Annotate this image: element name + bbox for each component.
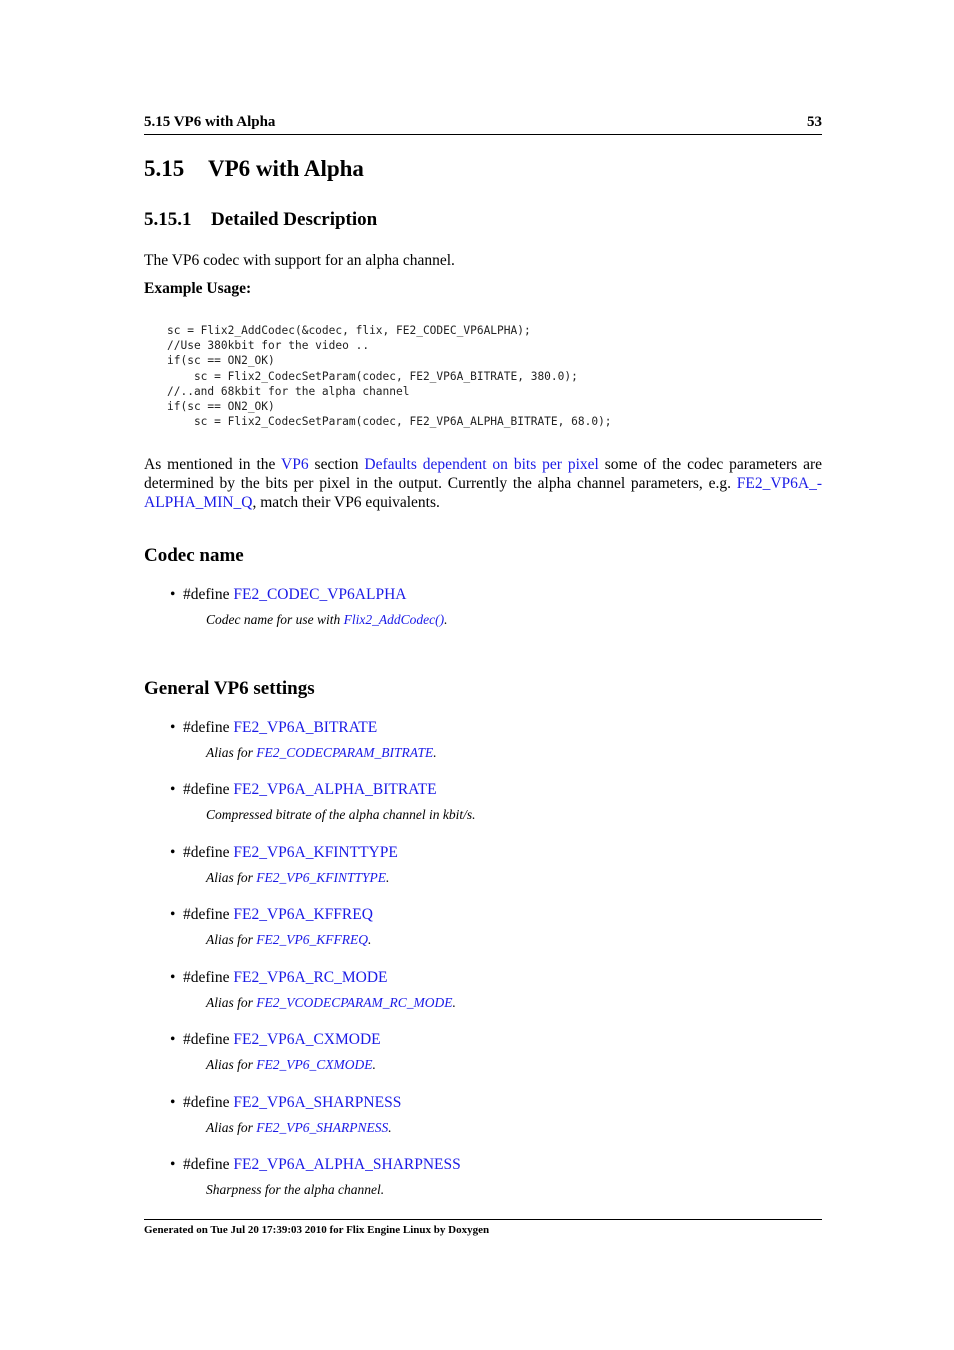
define-link[interactable]: FE2_VP6A_KFINTTYPE bbox=[233, 844, 398, 861]
section-title bbox=[144, 156, 364, 182]
define-link[interactable]: FE2_VP6A_BITRATE bbox=[233, 719, 378, 736]
subsection-number: 5.15.1 bbox=[144, 209, 192, 230]
mention-text-4: , match their VP6 equivalents. bbox=[252, 494, 440, 511]
codec-name-heading: Codec name bbox=[144, 545, 244, 566]
general-settings-heading: General VP6 settings bbox=[144, 678, 315, 699]
define-link[interactable]: FE2_CODEC_VP6ALPHA bbox=[233, 586, 407, 603]
define-description: Compressed bitrate of the alpha channel in kbit/s. bbox=[206, 807, 476, 822]
mention-paragraph bbox=[144, 455, 822, 512]
header-page-number: 53 bbox=[807, 114, 822, 130]
define-item: • #define FE2_VP6A_CXMODE bbox=[170, 1031, 381, 1048]
define-item: • #define FE2_CODEC_VP6ALPHA bbox=[170, 586, 407, 603]
define-link[interactable]: FE2_VP6A_KFFREQ bbox=[233, 906, 373, 923]
header-section-title: 5.15 VP6 with Alpha bbox=[144, 114, 276, 130]
subsection-title bbox=[144, 209, 377, 231]
define-item: • #define FE2_VP6A_ALPHA_BITRATE bbox=[170, 781, 437, 798]
define-link[interactable]: FE2_VP6A_CXMODE bbox=[233, 1031, 381, 1048]
subsection-title-text: Detailed Description bbox=[211, 209, 378, 230]
define-item: • #define FE2_VP6A_BITRATE bbox=[170, 719, 378, 736]
define-description: Alias for FE2_VCODECPARAM_RC_MODE. bbox=[206, 995, 456, 1010]
running-footer: Generated on Tue Jul 20 17:39:03 2010 for Flix Engine Linux by Doxygen bbox=[144, 1219, 822, 1236]
description-link[interactable]: FE2_VP6_KFFREQ bbox=[256, 932, 368, 947]
section-title-text: VP6 with Alpha bbox=[208, 156, 364, 181]
running-header bbox=[144, 114, 822, 135]
define-description: Codec name for use with Flix2_AddCodec(). bbox=[206, 612, 448, 627]
define-description: Sharpness for the alpha channel. bbox=[206, 1182, 385, 1197]
code-example: sc = Flix2_AddCodec(&codec, flix, FE2_CODEC_VP6ALPHA); //Use 380kbit for the video .. if(sc == ON2_OK) sc = Flix2_CodecSetParam(codec, FE2_VP6A_BITRATE, 380.0); //..and 68kbit for the alpha channel if(sc == ON2_OK) sc = Flix2_CodecSetParam(codec, FE2_VP6A_ALPHA_BITRATE, 68.0); bbox=[167, 324, 612, 429]
define-description: Alias for FE2_VP6_KFINTTYPE. bbox=[206, 870, 390, 885]
define-item: • #define FE2_VP6A_RC_MODE bbox=[170, 969, 388, 986]
alpha-min-q-link[interactable]: FE2_VP6A_-ALPHA_MIN_Q bbox=[144, 475, 822, 511]
description-link[interactable]: FE2_VP6_CXMODE bbox=[256, 1057, 373, 1072]
define-description: Alias for FE2_VP6_KFFREQ. bbox=[206, 932, 372, 947]
description-link[interactable]: Flix2_AddCodec() bbox=[343, 612, 445, 627]
example-usage-label: Example Usage: bbox=[144, 280, 252, 297]
define-link[interactable]: FE2_VP6A_SHARPNESS bbox=[233, 1094, 402, 1111]
define-item: • #define FE2_VP6A_SHARPNESS bbox=[170, 1094, 402, 1111]
define-link[interactable]: FE2_VP6A_ALPHA_BITRATE bbox=[233, 781, 437, 798]
mention-text-3: some of the codec parameters are determined by the bits per pixel in the output. Currently the alpha channel parameters, e.g. bbox=[144, 456, 822, 492]
define-item: • #define FE2_VP6A_KFINTTYPE bbox=[170, 844, 398, 861]
vp6-link[interactable]: VP6 bbox=[281, 456, 309, 473]
define-item: • #define FE2_VP6A_KFFREQ bbox=[170, 906, 373, 923]
defaults-bpp-link[interactable]: Defaults dependent on bits per pixel bbox=[364, 456, 599, 473]
description-link[interactable]: FE2_CODECPARAM_BITRATE bbox=[256, 745, 434, 760]
define-description: Alias for FE2_CODECPARAM_BITRATE. bbox=[206, 745, 437, 760]
define-link[interactable]: FE2_VP6A_ALPHA_SHARPNESS bbox=[233, 1156, 461, 1173]
define-item: • #define FE2_VP6A_ALPHA_SHARPNESS bbox=[170, 1156, 461, 1173]
mention-text-1: As mentioned in the bbox=[144, 456, 282, 473]
mention-text-2: section bbox=[308, 456, 365, 473]
define-description: Alias for FE2_VP6_CXMODE. bbox=[206, 1057, 376, 1072]
define-link[interactable]: FE2_VP6A_RC_MODE bbox=[233, 969, 388, 986]
section-number: 5.15 bbox=[144, 156, 185, 181]
define-description: Alias for FE2_VP6_SHARPNESS. bbox=[206, 1120, 392, 1135]
description-link[interactable]: FE2_VCODECPARAM_RC_MODE bbox=[256, 995, 453, 1010]
description-link[interactable]: FE2_VP6_SHARPNESS bbox=[256, 1120, 389, 1135]
intro-paragraph: The VP6 codec with support for an alpha channel. bbox=[144, 252, 455, 269]
description-link[interactable]: FE2_VP6_KFINTTYPE bbox=[256, 870, 387, 885]
